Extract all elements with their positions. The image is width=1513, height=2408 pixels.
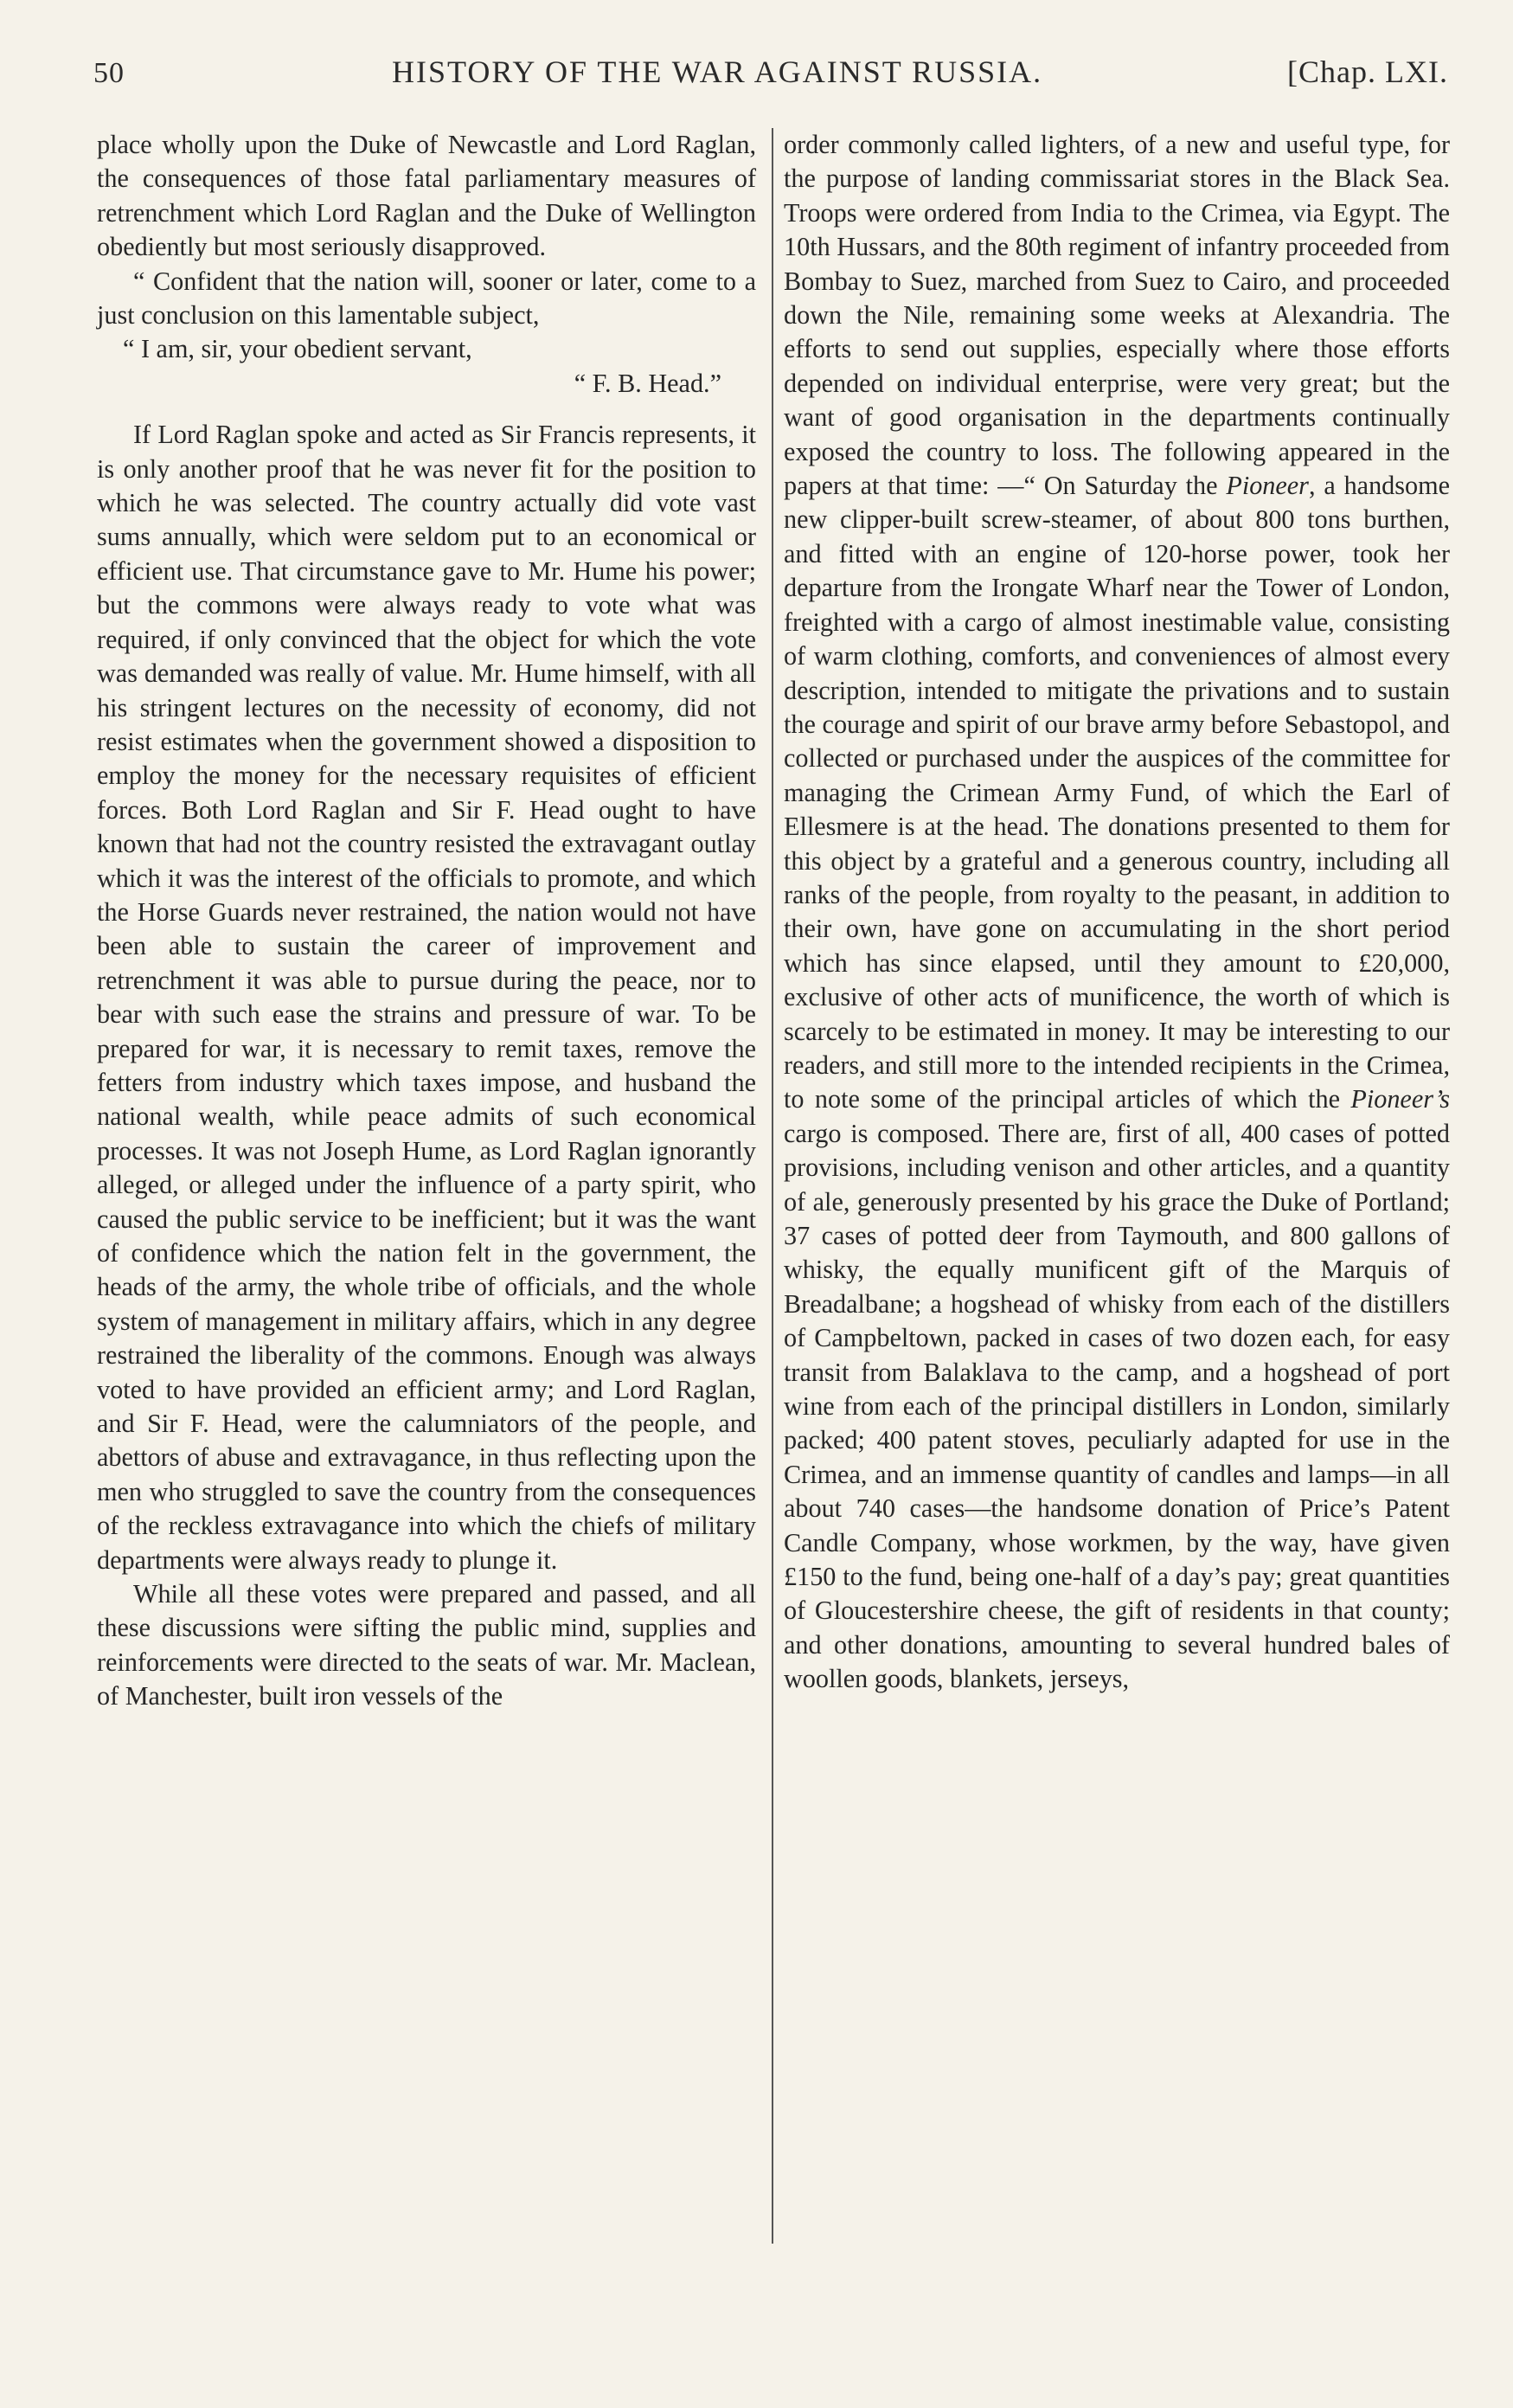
- left-paragraph-4: While all these votes were prepared and passed, and all these discussions were sifting the public mind, supplies and reinforcements were directed to the seats of war. Mr. Maclean, of Manchester, built iron vessels of the: [97, 1579, 756, 1711]
- right-column: [784, 128, 1450, 1697]
- letter-closing: “ I am, sir, your obedient servant,: [123, 334, 472, 364]
- left-paragraph-3: If Lord Raglan spoke and acted as Sir Francis represents, it is only another proof that he was never fit for the position to which he was selected. The country actually did vote vast sums annually, which were seldom put to an economical or efficient use. That circumstance gave to Mr. Hume his power; but the commons were always ready to vote what was required, if only convinced that the object for which the vote was demanded was really of value. Mr. Hume himself, with all his stringent lectures on the necessity of economy, did not resist estimates when the government showed a disposition to employ the money for the necessary requisites of efficient forces. Both Lord Raglan and Sir F. Head ought to have known that had not the country resisted the extravagant outlay which it was the interest of the officials to promote, and which the Horse Guards never restrained, the nation would not have been able to sustain the career of improvement and retrenchment it was able to pursue during the peace, nor to bear with such ease the strains and pressure of war. To be prepared for war, it is necessary to remit taxes, remove the fetters from industry which taxes impose, and husband the national wealth, while peace admits of such economical processes. It was not Joseph Hume, as Lord Raglan ignorantly alleged, or alleged under the influence of a party spirit, who caused the public service to be inefficient; but it was the want of confidence which the nation felt in the government, the heads of the army, the whole tribe of officials, and the whole system of management in military affairs, which in any degree restrained the liberality of the commons. Enough was always voted to have provided an efficient army; and Lord Raglan, and Sir F. Head, were the calumniators of the people, and abettors of abuse and extravagance, in thus reflecting upon the men who struggled to save the country from the consequences of the reckless extravagance into which the chiefs of military departments were always ready to plunge it.: [97, 420, 756, 1575]
- paragraph-gap: [97, 401, 756, 418]
- ship-name-pioneer: Pioneer: [1226, 471, 1309, 501]
- ship-name-pioneers: Pioneer’s: [1350, 1084, 1450, 1114]
- column-divider: [772, 128, 773, 2244]
- right-paragraph-1: [784, 128, 1450, 1697]
- letter-signature: “ F. B. Head.”: [574, 368, 721, 398]
- right-text-part-2: , a handsome new clipper-built screw-steamer, of about 800 tons burthen, and fitted with an engine of 120-horse power, took her departure from the Irongate Wharf near the Tower of London, freighted with a cargo of almost inestimable value, consisting of warm clothing, comforts, and conveniences of almost every description, intended to mitigate the privations and to sustain the courage and spirit of our brave army before Sebastopol, and collected or purchased under the auspices of the committee for managing the Crimean Army Fund, of which the Earl of Ellesmere is at the head. The donations presented to them for this object by a grateful and a generous country, including all ranks of the people, from royalty to the peasant, in addition to their own, have gone on accumulating in the short period which has since elapsed, until they amount to £20,000, exclusive of other acts of munificence, the worth of which is scarcely to be estimated in money. It may be interesting to our readers, and still more to the intended recipients in the Crimea, to note some of the principal articles of which the: [784, 471, 1450, 1114]
- left-paragraph-2: “ Confident that the nation will, sooner or later, come to a just conclusion on this lamentable subject,: [97, 266, 756, 331]
- right-text-part-3: cargo is composed. There are, first of all, 400 cases of potted provisions, including venison and other articles, and a quantity of ale, generously presented by his grace the Duke of Portland; 37 cases of potted deer from Taymouth, and 800 gallons of whisky, the equally munificent gift of the Marquis of Breadalbane; a hogshead of whisky from each of the distillers of Campbeltown, packed in cases of two dozen each, for easy transit from Balaklava to the camp, and a hogshead of port wine from each of the principal distillers in London, similarly packed; 400 patent stoves, peculiarly adapted for use in the Crimea, and an immense quantity of candles and lamps—in all about 740 cases—the handsome donation of Price’s Patent Candle Company, whose workmen, by the way, have given £150 to the fund, being one-half of a day’s pay; great quantities of Gloucestershire cheese, the gift of residents in that county; and other donations, amounting to several hundred bales of woollen goods, blankets, jerseys,: [784, 1118, 1450, 1694]
- chapter-label: [Chap. LXI.: [1287, 55, 1448, 89]
- left-column: [97, 128, 756, 1714]
- page-number: 50: [93, 57, 125, 89]
- left-paragraph-1: place wholly upon the Duke of Newcastle and Lord Raglan, the consequences of those fatal parliamentary measures of retrenchment which Lord Raglan and the Duke of Wellington obediently but most seriously disapproved.: [97, 130, 756, 262]
- right-text-part-1: order commonly called lighters, of a new and useful type, for the purpose of landing commissariat stores in the Black Sea. Troops were ordered from India to the Crimea, via Egypt. The 10th Hussars, and the 80th regiment of infantry proceeded from Bombay to Suez, marched from Suez to Cairo, and proceeded down the Nile, remaining some weeks at Alexandria. The efforts to send out supplies, especially where those efforts depended on individual enterprise, were very great; but the want of good organisation in the departments continually exposed the country to loss. The following appeared in the papers at that time: —“ On Saturday the: [784, 130, 1450, 501]
- running-title: HISTORY OF THE WAR AGAINST RUSSIA.: [392, 55, 1043, 89]
- page-header: [93, 50, 1459, 97]
